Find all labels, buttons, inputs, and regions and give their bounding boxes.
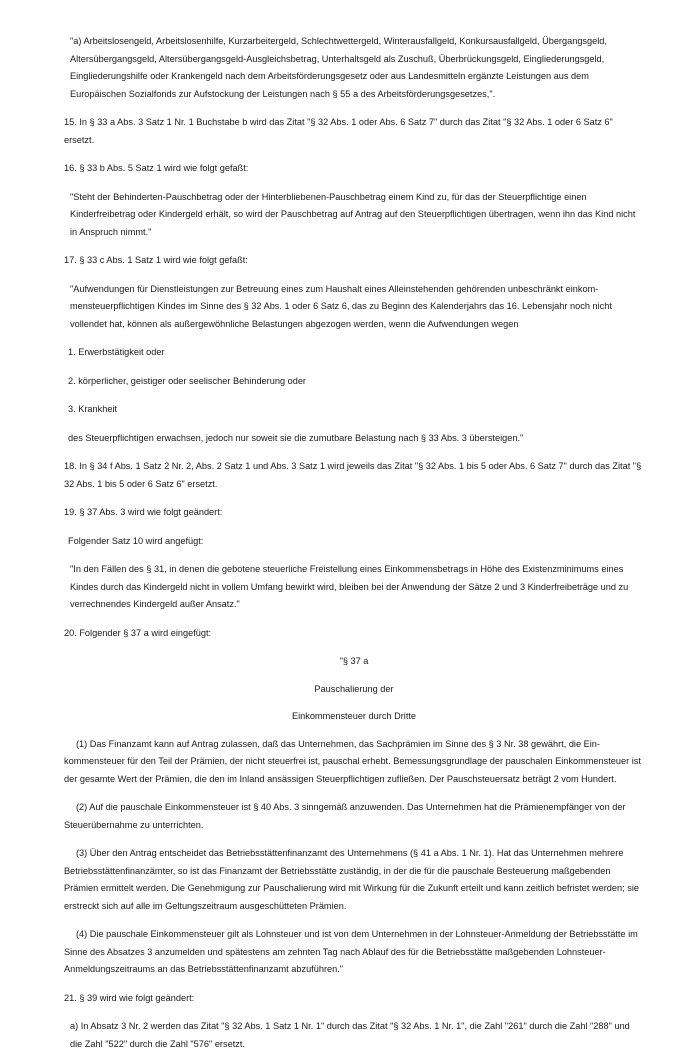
list-item-2: 2. körperlicher, geistiger oder seelischer Behinderung oder <box>68 375 306 386</box>
subsection-4: (4) Die pauschale Einkommensteuer gilt als Lohnsteuer und ist von dem Unternehmen in der Lohnsteuer-Anmeldung der Betriebsstätte im Sinne des Absatzes 3 anzumelden und spätestens am zehnten Tag nach Ablauf des für die Betriebsstätte maßgebenden Lohnsteuer-Anmeldungszeitraums an das Betriebsstättenfinanzamt abzuführen." <box>64 929 638 974</box>
item-16-quote: "Steht der Behinderten-Pauschbetrag oder der Hinterbliebenen-Pauschbetrag einem Kind zu, für das der Steuerpflichtige einen Kinderfreibetrag oder Kindergeld erhält, so wird der Pauschbetrag auf Antrag auf den Steuerpflichtigen übertragen, wenn ihn das Kind nicht in Anspruch nimmt." <box>70 191 636 237</box>
list-item-1: 1. Erwerbstätigkeit oder <box>68 347 165 357</box>
document-page <box>64 33 644 1064</box>
item-17-end: des Steuerpflichtigen erwachsen, jedoch nur soweit sie die zumutbare Belastung nach § 33 Abs. 3 übersteigen." <box>68 432 524 443</box>
subsection-1: (1) Das Finanzamt kann auf Antrag zulassen, daß das Unternehmen, das Sachprämien im Sinne des § 3 Nr. 38 gewährt, die Einkommensteuer für den Teil der Prämien, der nicht steuerfrei ist, pauschal erhebt. Bemessungsgrundlage der pauschalen Einkommensteuer ist der gesamte Wert der Prämien, die den im Inland ansässigen Steuerpflichtigen zufließen. Der Pauschsteuersatz beträgt 2 vom Hundert. <box>64 738 641 784</box>
paragraph-a-leistungen: "a) Arbeitslosengeld, Arbeitslosenhilfe, Kurzarbeitergeld, Schlechtwettergeld, Winterausfallgeld, Konkursausfallgeld, Übergangsgeld, Altersübergangsgeld, Altersübergangsgeld-Ausgleichsbetrag, Unterhaltsgeld als Zuschuß, Überbrückungsgeld, Eingliederungsgeld, Eingliederungshilfe oder Krankengeld nach dem Arbeitsförderungsgesetz oder aus Landesmitteln ergänzte Leistungen aus dem Europäischen Sozialfonds zur Aufstockung der Leistungen nach § 55 a des Arbeitsförderungsgesetzes,". <box>70 36 607 99</box>
item-16: 16. § 33 b Abs. 5 Satz 1 wird wie folgt gefaßt: <box>64 163 249 173</box>
item-19-quote: "In den Fällen des § 31, in denen die gebotene steuerliche Freistellung eines Einkommensbetrags in Höhe des Existenzminimums eines Kindes durch das Kindergeld nicht in vollem Umfang bewirkt wird, bleiben bei der Anwendung der Sätze 2 und 3 Kinderfreibeträge und zu verrechnendes Kindergeld außer Ansatz." <box>70 564 629 609</box>
item-21: 21. § 39 wird wie folgt geändert: <box>64 992 195 1003</box>
item-19-intro: Folgender Satz 10 wird angefügt: <box>68 535 204 546</box>
section-heading-title-2: Einkommensteuer durch Dritte <box>291 711 417 721</box>
section-heading-title-1: Pauschalierung der <box>314 683 394 694</box>
list-item-3: 3. Krankheit <box>68 404 118 414</box>
section-heading-number: "§ 37 a <box>339 656 369 666</box>
item-21-a: a) In Absatz 3 Nr. 2 werden das Zitat "§ 32 Abs. 1 Satz 1 Nr. 1" durch das Zitat "§ 32 Abs. 1 Nr. 1", die Zahl "261" durch die Zahl "288" und die Zahl "522" durch die Zahl "576" ersetzt. <box>70 1021 630 1049</box>
item-17-quote: "Aufwendungen für Dienstleistungen zur Betreuung eines zum Haushalt eines Alleinstehenden gehörenden unbeschränkt einkommensteuerpflichtigen Kindes im Sinne des § 32 Abs. 1 oder 6 Satz 6, das zu Beginn des Kalenderjahrs das 16. Lebensjahr noch nicht vollendet hat, können als außergewöhnliche Belastungen abgezogen werden, wenn die Aufwendungen wegen <box>70 283 612 329</box>
item-18: 18. In § 34 f Abs. 1 Satz 2 Nr. 2, Abs. 2 Satz 1 und Abs. 3 Satz 1 wird jeweils das Zitat "§ 32 Abs. 1 bis 5 oder Abs. 6 Satz 7" durch das Zitat "§ 32 Abs. 1 bis 5 oder 6 Satz 6" ersetzt. <box>64 461 642 489</box>
item-20: 20. Folgender § 37 a wird eingefügt: <box>64 627 212 638</box>
item-17: 17. § 33 c Abs. 1 Satz 1 wird wie folgt gefaßt: <box>64 255 248 265</box>
subsection-2: (2) Auf die pauschale Einkommensteuer ist § 40 Abs. 3 sinngemäß anzuwenden. Das Unternehmen hat die Prämienempfänger von der Steuerübernahme zu unterrichten. <box>64 802 626 830</box>
item-15: 15. In § 33 a Abs. 3 Satz 1 Nr. 1 Buchstabe b wird das Zitat "§ 32 Abs. 1 oder Abs. 6 Satz 7" durch das Zitat "§ 32 Abs. 1 oder 6 Satz 6" ersetzt. <box>64 117 613 145</box>
subsection-3: (3) Über den Antrag entscheidet das Betriebsstättenfinanzamt des Unternehmens (§ 41 a Abs. 1 Nr. 1). Hat das Unternehmen mehrere Betriebsstättenfinanzämter, so ist das Finanzamt der Betriebsstätte zuständig, in der die für die pauschale Besteuerung maßgebenden Prämien ermittelt werden. Die Genehmigung zur Pauschalierung wird mit Wirkung für die Zukunft erteilt und kann zeitlich befristet werden; sie erstreckt sich auf alle im Geltungszeitraum ausgeschütteten Prämien. <box>64 848 639 911</box>
item-19: 19. § 37 Abs. 3 wird wie folgt geändert: <box>64 507 223 517</box>
